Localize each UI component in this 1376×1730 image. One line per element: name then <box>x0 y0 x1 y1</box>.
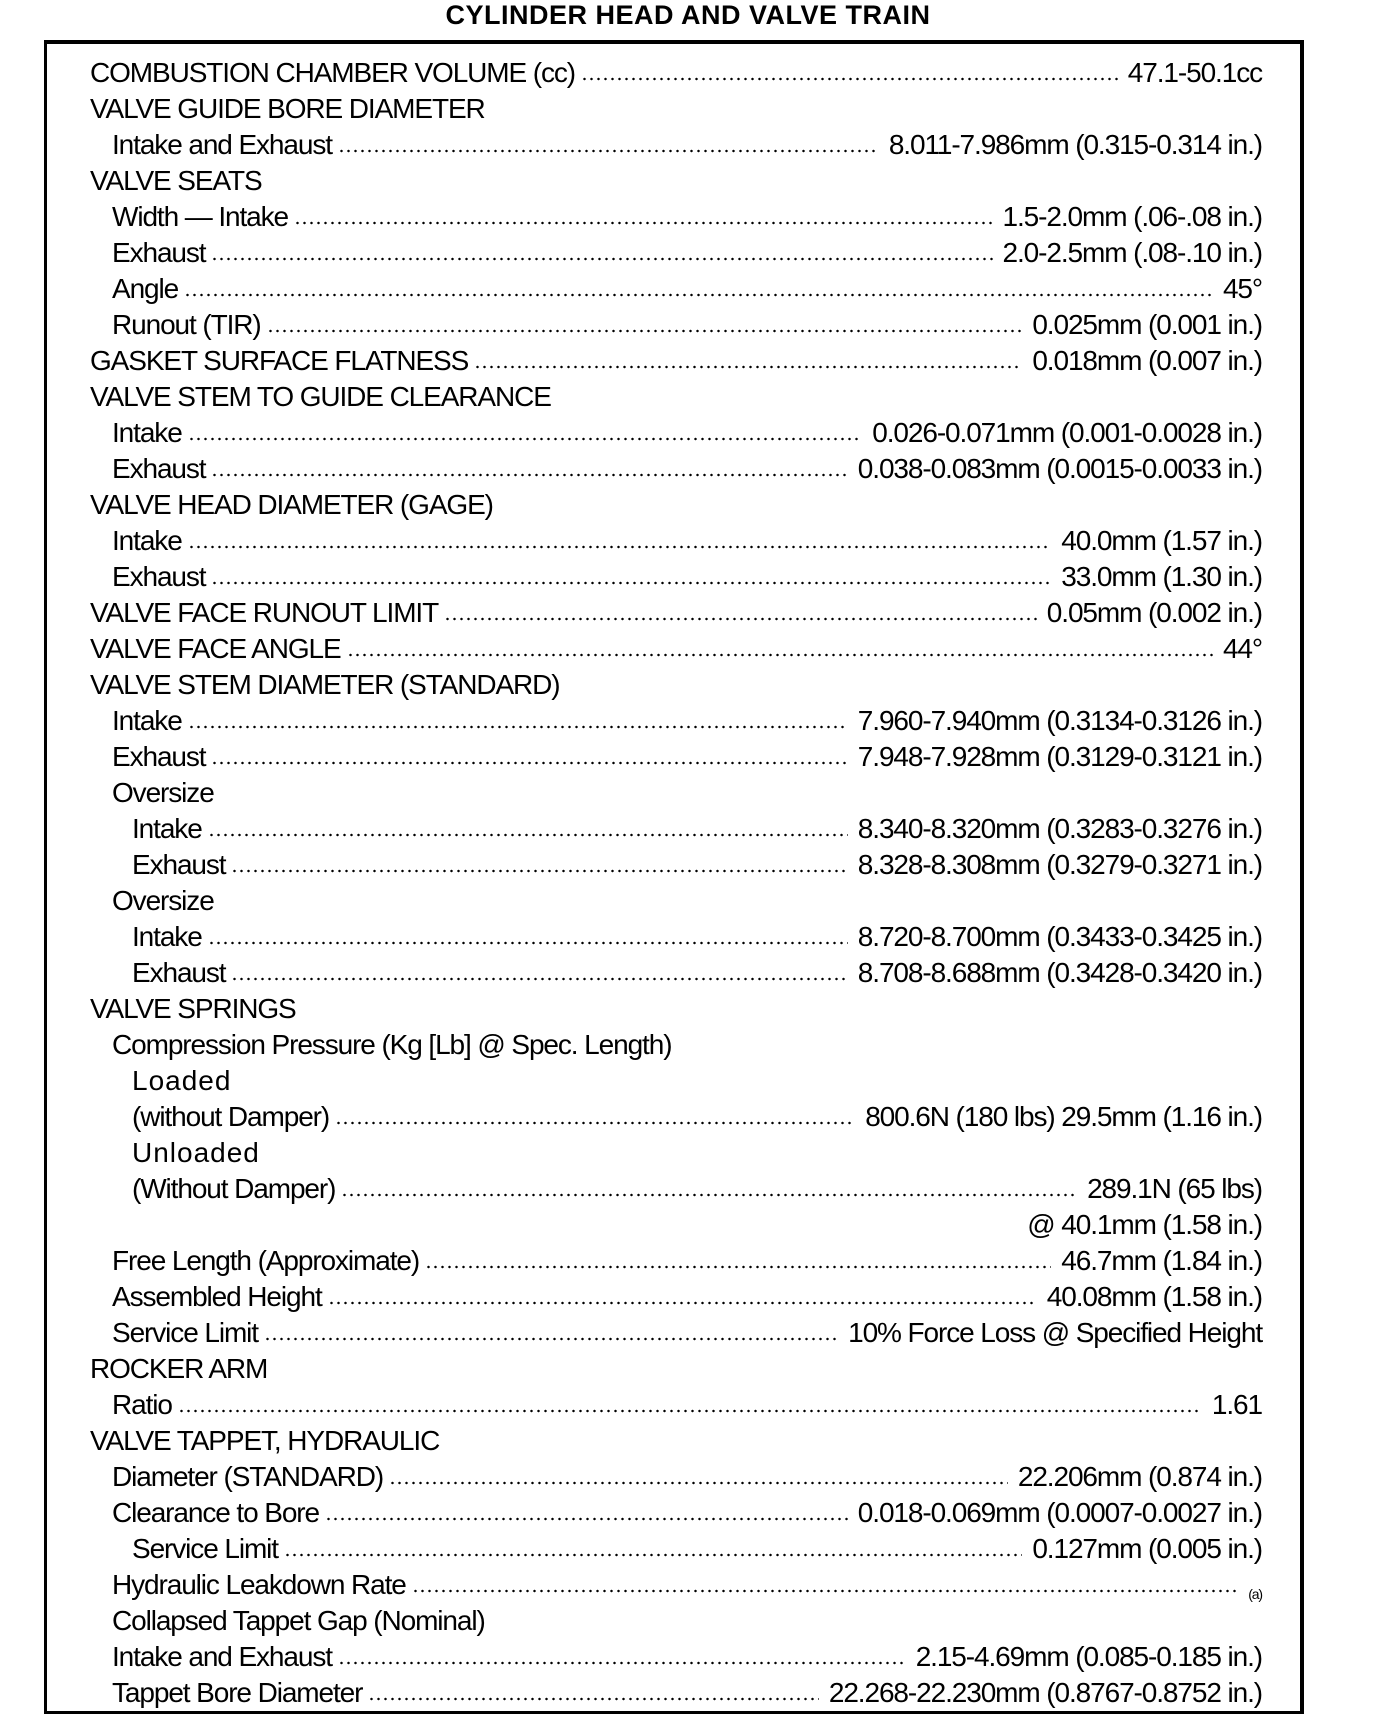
spec-heading <box>90 377 1262 413</box>
spec-row <box>90 449 1262 485</box>
spec-row <box>90 413 1262 449</box>
spec-value: 22.268-22.230mm (0.8767-0.8752 in.) <box>828 1677 1262 1708</box>
dot-leader <box>211 257 992 261</box>
spec-label: Exhaust <box>112 237 206 268</box>
spec-label: VALVE FACE ANGLE <box>90 633 341 664</box>
spec-heading <box>90 989 1262 1025</box>
spec-label: COMBUSTION CHAMBER VOLUME (cc) <box>90 57 576 88</box>
spec-label: Exhaust <box>132 957 226 988</box>
spec-value: 47.1-50.1cc <box>1127 57 1262 88</box>
spec-row <box>90 593 1262 629</box>
spec-label: Angle <box>112 273 179 304</box>
spec-value: 22.206mm (0.874 in.) <box>1017 1461 1262 1492</box>
spec-value: 40.08mm (1.58 in.) <box>1046 1281 1262 1312</box>
spec-row <box>90 1529 1262 1565</box>
spec-row <box>90 845 1262 881</box>
dot-leader <box>338 1661 906 1665</box>
spec-row <box>90 1169 1262 1205</box>
spec-label: Ratio <box>112 1389 172 1420</box>
spec-heading <box>90 665 1262 701</box>
spec-label: Hydraulic Leakdown Rate <box>112 1569 406 1600</box>
spec-row <box>90 1493 1262 1529</box>
spec-row <box>90 1313 1262 1349</box>
dot-leader <box>211 761 847 765</box>
spec-label: Exhaust <box>112 741 206 772</box>
spec-value: @ 40.1mm (1.58 in.) <box>1027 1209 1262 1240</box>
spec-row <box>90 125 1262 161</box>
dot-leader <box>389 1481 1008 1485</box>
spec-row <box>90 701 1262 737</box>
dot-leader <box>267 329 1023 333</box>
spec-label: (without Damper) <box>132 1101 330 1132</box>
dot-leader <box>231 869 847 873</box>
spec-label: Intake <box>112 525 182 556</box>
spec-label: Diameter (STANDARD) <box>112 1461 384 1492</box>
spec-value: 1.61 <box>1211 1389 1262 1420</box>
spec-label: Exhaust <box>132 849 226 880</box>
spec-label: Intake <box>112 705 182 736</box>
dot-leader <box>211 473 847 477</box>
dot-leader <box>188 725 848 729</box>
spec-heading <box>90 161 1262 197</box>
spec-value: 45° <box>1222 273 1262 304</box>
dot-leader <box>338 149 879 153</box>
dot-leader <box>325 1517 848 1521</box>
spec-heading <box>90 1421 1262 1457</box>
spec-heading <box>90 485 1262 521</box>
spec-row <box>90 557 1262 593</box>
spec-value: 2.0-2.5mm (.08-.10 in.) <box>1002 237 1262 268</box>
spec-label: Service Limit <box>132 1533 278 1564</box>
spec-label: Intake and Exhaust <box>112 1641 332 1672</box>
spec-label: Loaded <box>132 1065 232 1096</box>
spec-row <box>90 1241 1262 1277</box>
dot-leader <box>178 1409 1202 1413</box>
spec-label: ROCKER ARM <box>90 1353 268 1384</box>
spec-row <box>90 1385 1262 1421</box>
spec-value: 800.6N (180 lbs) 29.5mm (1.16 in.) <box>865 1101 1262 1132</box>
spec-row <box>90 953 1262 989</box>
spec-row <box>90 1637 1262 1673</box>
spec-row <box>90 1205 1262 1241</box>
spec-label: Intake <box>132 813 202 844</box>
spec-label: Collapsed Tappet Gap (Nominal) <box>112 1605 485 1636</box>
spec-label: VALVE STEM DIAMETER (STANDARD) <box>90 669 560 700</box>
spec-value: 8.011-7.986mm (0.315-0.314 in.) <box>888 129 1262 160</box>
spec-label: Compression Pressure (Kg [Lb] @ Spec. Length) <box>112 1029 672 1060</box>
spec-value: 0.018mm (0.007 in.) <box>1032 345 1262 376</box>
spec-row <box>90 1457 1262 1493</box>
spec-value: 0.038-0.083mm (0.0015-0.0033 in.) <box>857 453 1262 484</box>
spec-heading <box>90 773 1262 809</box>
spec-value: 8.708-8.688mm (0.3428-0.3420 in.) <box>857 957 1262 988</box>
dot-leader <box>328 1301 1037 1305</box>
dot-leader <box>188 437 863 441</box>
spec-row <box>90 1673 1262 1709</box>
spec-row <box>90 53 1262 89</box>
spec-label: Clearance to Bore <box>112 1497 319 1528</box>
spec-label: Service Limit <box>112 1317 258 1348</box>
spec-value: 8.340-8.320mm (0.3283-0.3276 in.) <box>857 813 1262 844</box>
spec-label: Oversize <box>112 885 214 916</box>
spec-value: 7.960-7.940mm (0.3134-0.3126 in.) <box>857 705 1262 736</box>
spec-value: 0.025mm (0.001 in.) <box>1032 309 1262 340</box>
dot-leader <box>341 1193 1077 1197</box>
spec-value: 8.328-8.308mm (0.3279-0.3271 in.) <box>857 849 1262 880</box>
spec-value: 1.5-2.0mm (.06-.08 in.) <box>1002 201 1262 232</box>
spec-row <box>90 629 1262 665</box>
dot-leader <box>474 365 1022 369</box>
spec-label: GASKET SURFACE FLATNESS <box>90 345 469 376</box>
dot-leader <box>444 617 1037 621</box>
spec-row <box>90 1097 1262 1133</box>
spec-row <box>90 521 1262 557</box>
spec-value: 0.018-0.069mm (0.0007-0.0027 in.) <box>857 1497 1262 1528</box>
dot-leader <box>284 1553 1022 1557</box>
spec-value: 289.1N (65 lbs) <box>1087 1173 1262 1204</box>
spec-label: VALVE FACE RUNOUT LIMIT <box>90 597 439 628</box>
spec-row <box>90 1277 1262 1313</box>
dot-leader <box>347 653 1213 657</box>
spec-row <box>90 269 1262 305</box>
spec-label: Exhaust <box>112 561 206 592</box>
dot-leader <box>425 1265 1051 1269</box>
spec-heading <box>90 1061 1262 1097</box>
dot-leader <box>294 221 993 225</box>
spec-table <box>90 53 1262 1709</box>
spec-label: Intake <box>132 921 202 952</box>
spec-label: (Without Damper) <box>132 1173 336 1204</box>
dot-leader <box>184 293 1213 297</box>
spec-row <box>90 737 1262 773</box>
spec-heading <box>90 1601 1262 1637</box>
spec-label: Intake and Exhaust <box>112 129 332 160</box>
dot-leader <box>335 1121 855 1125</box>
spec-value: 40.0mm (1.57 in.) <box>1061 525 1262 556</box>
spec-value: 46.7mm (1.84 in.) <box>1061 1245 1262 1276</box>
spec-row <box>90 809 1262 845</box>
dot-leader <box>264 1337 838 1341</box>
spec-label: Free Length (Approximate) <box>112 1245 420 1276</box>
spec-label: Width — Intake <box>112 201 289 232</box>
dot-leader <box>211 581 1051 585</box>
spec-label: Assembled Height <box>112 1281 322 1312</box>
spec-value: 2.15-4.69mm (0.085-0.185 in.) <box>915 1641 1262 1672</box>
spec-label: VALVE STEM TO GUIDE CLEARANCE <box>90 381 551 412</box>
spec-row <box>90 917 1262 953</box>
spec-label: Runout (TIR) <box>112 309 261 340</box>
spec-label: Exhaust <box>112 453 206 484</box>
spec-heading <box>90 881 1262 917</box>
footnote-marker: (a) <box>1248 1586 1262 1602</box>
spec-row <box>90 233 1262 269</box>
spec-label: Intake <box>112 417 182 448</box>
dot-leader <box>208 941 848 945</box>
spec-row <box>90 1565 1262 1601</box>
spec-value: 33.0mm (1.30 in.) <box>1061 561 1262 592</box>
dot-leader <box>581 77 1118 81</box>
spec-heading <box>90 1349 1262 1385</box>
spec-value: 0.05mm (0.002 in.) <box>1046 597 1262 628</box>
spec-row <box>90 305 1262 341</box>
spec-heading <box>90 1025 1262 1061</box>
spec-value: 7.948-7.928mm (0.3129-0.3121 in.) <box>857 741 1262 772</box>
spec-label: VALVE HEAD DIAMETER (GAGE) <box>90 489 493 520</box>
spec-value: 10% Force Loss @ Specified Height <box>848 1317 1262 1348</box>
spec-label: VALVE SPRINGS <box>90 993 296 1024</box>
dot-leader <box>231 977 847 981</box>
spec-label: VALVE GUIDE BORE DIAMETER <box>90 93 485 124</box>
spec-label: Oversize <box>112 777 214 808</box>
spec-label: VALVE TAPPET, HYDRAULIC <box>90 1425 440 1456</box>
dot-leader <box>368 1697 819 1701</box>
dot-leader <box>188 545 1052 549</box>
spec-heading <box>90 1133 1262 1169</box>
spec-value: 8.720-8.700mm (0.3433-0.3425 in.) <box>857 921 1262 952</box>
spec-value: 0.127mm (0.005 in.) <box>1032 1533 1262 1564</box>
spec-label: Tappet Bore Diameter <box>112 1677 363 1708</box>
spec-heading <box>90 89 1262 125</box>
dot-leader <box>208 833 848 837</box>
spec-value: 44° <box>1222 633 1262 664</box>
spec-label: Unloaded <box>132 1137 260 1168</box>
spec-label: VALVE SEATS <box>90 165 262 196</box>
page-title: CYLINDER HEAD AND VALVE TRAIN <box>445 0 931 30</box>
spec-value: 0.026-0.071mm (0.001-0.0028 in.) <box>872 417 1262 448</box>
spec-row <box>90 197 1262 233</box>
dot-leader <box>412 1589 1238 1593</box>
spec-row <box>90 341 1262 377</box>
